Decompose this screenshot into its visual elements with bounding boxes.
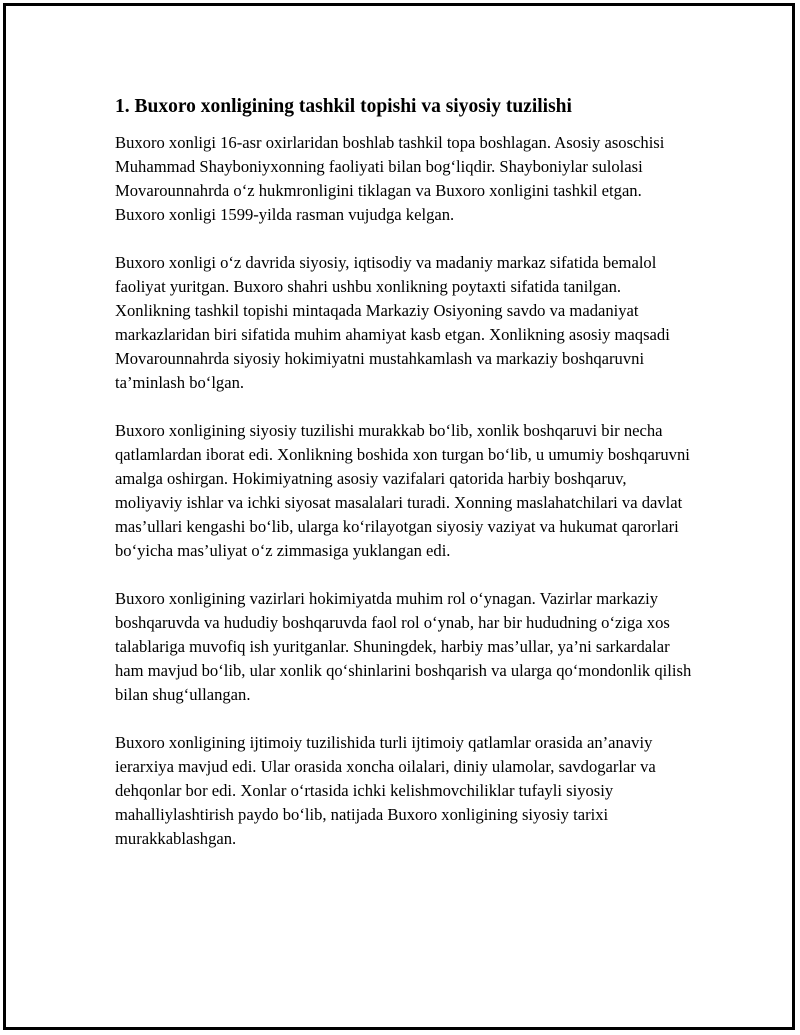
paragraph-4: Buxoro xonligining vazirlari hokimiyatda muhim rol oʻynagan. Vazirlar markaziy boshqaruvda va hududiy boshqaruvda faol rol oʻynab, har bir hududning oʻziga xos talablariga muvofiq ish yuritganlar. Shuningdek, harbiy mas’ullar, ya’ni sarkardalar ham mavjud boʻlib, ular xonlik qoʻshinlarini boshqarish va ularga qoʻmondonlik qilish bilan shugʻullangan. xyxy=(115,589,692,704)
document-body xyxy=(115,95,695,875)
paragraph-3: Buxoro xonligining siyosiy tuzilishi murakkab boʻlib, xonlik boshqaruvi bir necha qatlamlardan iborat edi. Xonlikning boshida xon turgan boʻlib, u umumiy boshqaruvni amalga oshirgan. Hokimiyatning asosiy vazifalari qatorida harbiy boshqaruv, moliyaviy ishlar va ichki siyosat masalalari turadi. Xonning maslahatchilari va davlat mas’ullari kengashi boʻlib, ularga koʻrilayotgan siyosiy vaziyat va hukumat qarorlari boʻyicha mas’uliyat oʻz zimmasiga yuklangan edi. xyxy=(115,421,690,560)
paragraph-2: Buxoro xonligi oʻz davrida siyosiy, iqtisodiy va madaniy markaz sifatida bemalol faoliyat yuritgan. Buxoro shahri ushbu xonlikning poytaxti sifatida tanilgan. Xonlikning tashkil topishi mintaqada Markaziy Osiyoning savdo va madaniyat markazlaridan biri sifatida muhim ahamiyat kasb etgan. Xonlikning asosiy maqsadi Movarounnahrda siyosiy hokimiyatni mustahkamlash va markaziy boshqaruvni ta’minlash boʻlgan. xyxy=(115,253,670,392)
paragraph-1: Buxoro xonligi 16-asr oxirlaridan boshlab tashkil topa boshlagan. Asosiy asoschisi Muhammad Shayboniyxonning faoliyati bilan bogʻliqdir. Shayboniylar sulolasi Movarounnahrda oʻz hukmronligini tiklagan va Buxoro xonligini tashkil etgan. Buxoro xonligi 1599-yilda rasman vujudga kelgan. xyxy=(115,133,665,224)
paragraph-5: Buxoro xonligining ijtimoiy tuzilishida turli ijtimoiy qatlamlar orasida an’anaviy ierarxiya mavjud edi. Ular orasida xoncha oilalari, diniy ulamolar, savdogarlar va dehqonlar bor edi. Xonlar oʻrtasida ichki kelishmovchiliklar tufayli siyosiy mahalliylashtirish paydo boʻlib, natijada Buxoro xonligining siyosiy tarixi murakkablashgan. xyxy=(115,733,656,848)
section-heading: 1. Buxoro xonligining tashkil topishi va siyosiy tuzilishi xyxy=(115,96,572,117)
